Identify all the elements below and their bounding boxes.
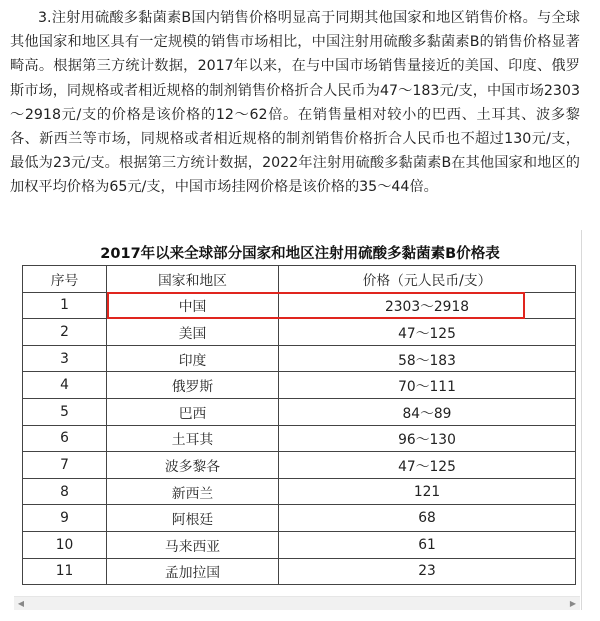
row-price: 23 [279, 558, 576, 585]
table-row [23, 478, 576, 505]
triangle-left-icon[interactable]: ◀ [17, 599, 25, 608]
triangle-right-icon[interactable]: ▶ [569, 599, 577, 608]
row-index: 9 [23, 505, 107, 532]
row-region: 阿根廷 [107, 505, 279, 532]
article-body [10, 0, 580, 200]
table-row [23, 372, 576, 399]
row-index: 10 [23, 531, 107, 558]
table-row [23, 345, 576, 372]
row-region: 俄罗斯 [107, 372, 279, 399]
row-price: 96～130 [279, 425, 576, 452]
row-price: 121 [279, 478, 576, 505]
row-index: 6 [23, 425, 107, 452]
table-row [23, 292, 576, 319]
table-row [23, 558, 576, 585]
row-price: 70～111 [279, 372, 576, 399]
row-price: 58～183 [279, 345, 576, 372]
row-price: 47～125 [279, 319, 576, 346]
row-price: 47～125 [279, 452, 576, 479]
price-table [22, 265, 576, 585]
row-region: 土耳其 [107, 425, 279, 452]
table-row [23, 425, 576, 452]
row-index: 2 [23, 319, 107, 346]
row-region: 巴西 [107, 398, 279, 425]
row-region: 孟加拉国 [107, 558, 279, 585]
row-region: 波多黎各 [107, 452, 279, 479]
row-index: 11 [23, 558, 107, 585]
page-divider [581, 230, 582, 610]
row-price: 2303～2918 [279, 292, 576, 319]
row-region: 中国 [107, 292, 279, 319]
header-price: 价格（元人民币/支） [279, 266, 576, 293]
header-region: 国家和地区 [107, 266, 279, 293]
table-row [23, 319, 576, 346]
article-paragraph: 3.注射用硫酸多黏菌素B国内销售价格明显高于同期其他国家和地区销售价格。与全球其他国家和地区具有一定规模的销售市场相比，中国注射用硫酸多黏菌素B的销售价格显著畸高。根据第三方统计数据，2017年以来，在与中国市场销售量接近的美国、印度、俄罗斯市场，同规格或者相近规格的制剂销售价格折合人民币为47～183元/支，中国市场2303～2918元/支的价格是该价格的12～62倍。在销售量相对较小的巴西、土耳其、波多黎各、新西兰等市场，同规格或者相近规格的制剂销售价格折合人民币也不超过130元/支，最低为23元/支。根据第三方统计数据，2022年注射用硫酸多黏菌素B在其他国家和地区的加权平均价格为65元/支，中国市场挂网价格是该价格的35～44倍。 [10, 10, 580, 196]
row-region: 美国 [107, 319, 279, 346]
row-index: 1 [23, 292, 107, 319]
row-price: 84～89 [279, 398, 576, 425]
row-region: 新西兰 [107, 478, 279, 505]
row-index: 8 [23, 478, 107, 505]
table-title: 2017年以来全球部分国家和地区注射用硫酸多黏菌素B价格表 [100, 246, 500, 262]
row-region: 马来西亚 [107, 531, 279, 558]
row-index: 4 [23, 372, 107, 399]
row-region: 印度 [107, 345, 279, 372]
row-price: 61 [279, 531, 576, 558]
table-row [23, 452, 576, 479]
row-index: 7 [23, 452, 107, 479]
row-index: 5 [23, 398, 107, 425]
table-row [23, 531, 576, 558]
horizontal-scrollbar[interactable] [14, 596, 580, 610]
table-row [23, 398, 576, 425]
row-index: 3 [23, 345, 107, 372]
row-price: 68 [279, 505, 576, 532]
table-row [23, 505, 576, 532]
table-header-row [23, 266, 576, 293]
header-index: 序号 [23, 266, 107, 293]
